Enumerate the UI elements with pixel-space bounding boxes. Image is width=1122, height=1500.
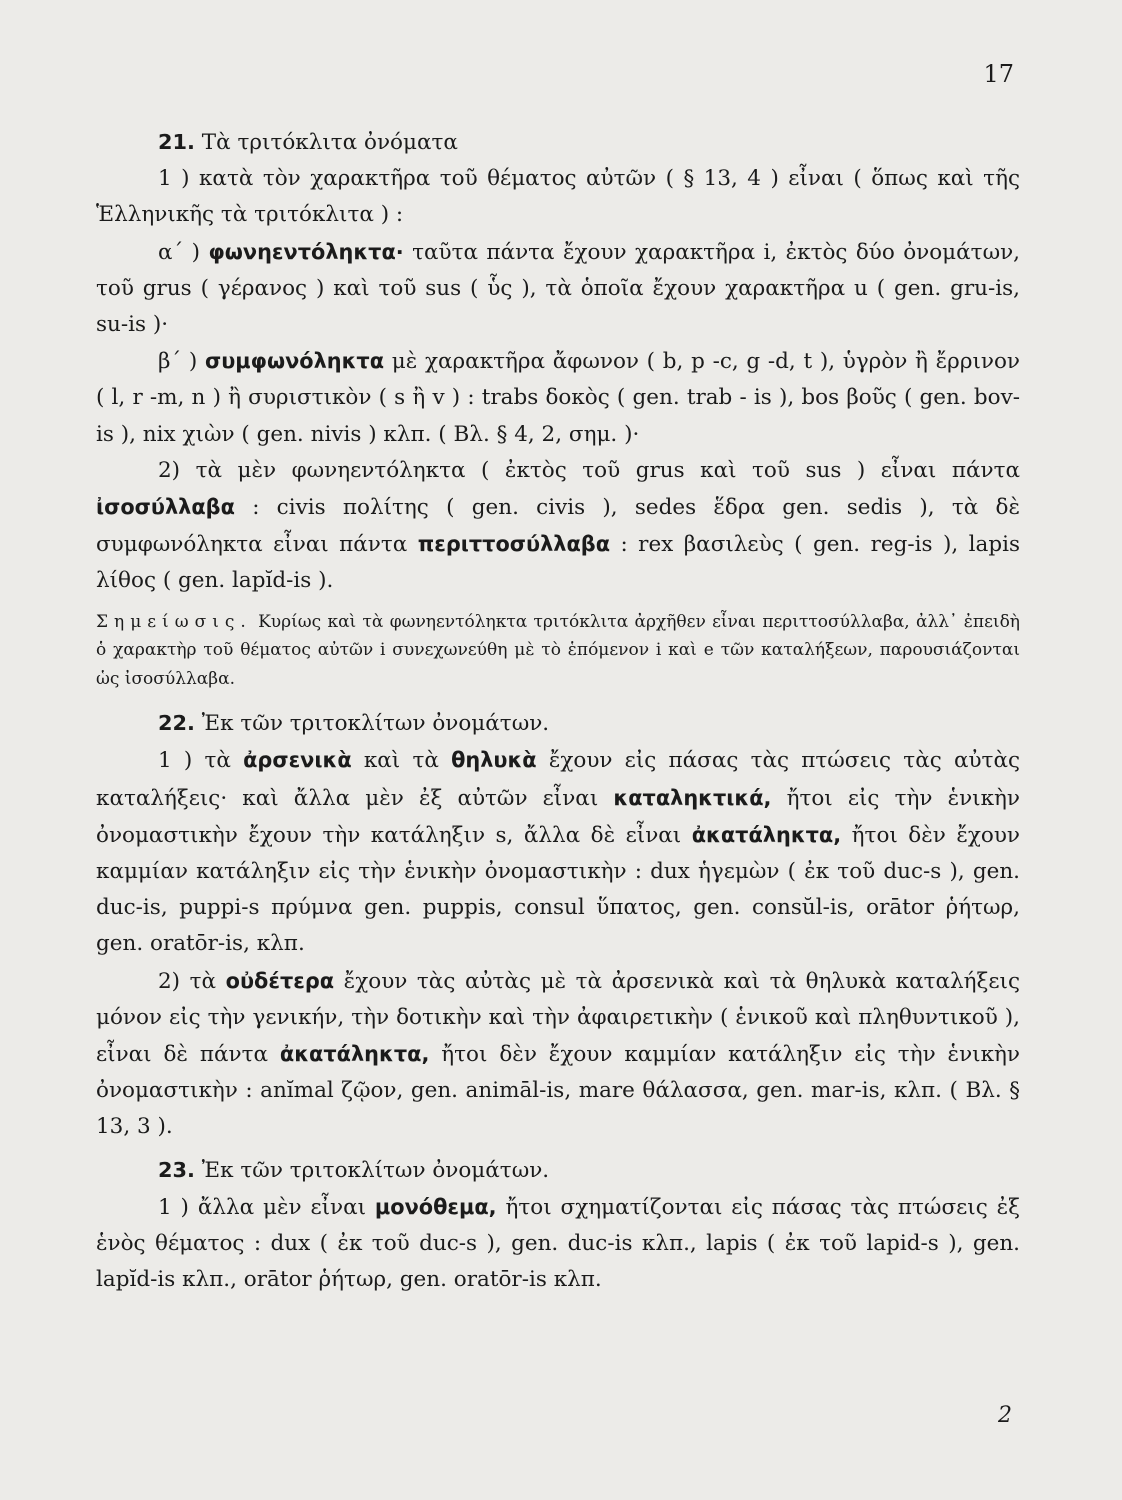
paragraph <box>96 343 1020 453</box>
page-number: 17 <box>983 60 1014 88</box>
section-number: 22. <box>158 711 195 736</box>
paragraph <box>96 1189 1020 1299</box>
text-run: β΄ ) <box>158 349 205 375</box>
paragraph <box>96 742 1020 962</box>
text-run: καὶ τὰ <box>351 748 452 774</box>
text-run: ἤτοι δὲν ἔχουν καμμίαν κατάληξιν εἰς τὴν ἑνικὴν ὀνομαστικὴν : anĭmal ζῷον, gen. animāl-is, mare θάλασσα, gen. mar-is, κλπ. ( Βλ. § 13, 3 ). <box>96 1041 1020 1140</box>
text-run: 2) τὰ <box>158 968 226 994</box>
note-paragraph <box>96 608 1020 694</box>
paragraph: 1 ) κατὰ τὸν χαρακτῆρα τοῦ θέματος αὐτῶν ( § 13, 4 ) εἶναι ( ὅπως καὶ τῆς Ἑλληνικῆς τὰ τριτόκλιτα ) : <box>96 166 1020 228</box>
term-bold: περιττοσύλλαβα <box>417 532 611 557</box>
text-run: 1 ) ἄλλα μὲν εἶναι <box>158 1194 375 1220</box>
term-bold: συμφωνόληκτα <box>205 349 385 374</box>
text-run: μὲ χαρακτῆρα ἄφωνον ( b, p -c, g -d, t ), ὑγρὸν ἢ ἔρρινον ( l, r -m, n ) ἢ συριστικὸν ( s ἢ v ) : trabs δοκὸς ( gen. trab - is ), bos βοῦς ( gen. bov-is ), nix χιὼν ( gen. nivis ) κλπ. ( Βλ. § 4, 2, σημ. )· <box>96 349 1020 447</box>
page-body <box>96 124 1020 1298</box>
term-bold: ἰσοσύλλαβα <box>96 495 235 520</box>
term-bold: ἀρσενικὰ <box>243 748 352 773</box>
text-run: 1 ) τὰ <box>158 748 244 774</box>
heading-text: Τὰ τριτόκλιτα ὀνόματα <box>201 130 458 155</box>
text-run: : civis πολίτης ( gen. civis ), sedes ἕδρα gen. sedis ), τὰ δὲ συμφωνόληκτα εἶναι πάντα <box>96 495 1020 558</box>
paragraph <box>96 453 1020 600</box>
section-21-heading <box>96 124 1020 161</box>
heading-text: Ἐκ τῶν τριτοκλίτων ὀνομάτων. <box>201 1157 550 1183</box>
term-bold: ἀκατάληκτα, <box>279 1041 430 1066</box>
note-text: Κυρίως καὶ τὰ φωνηεντόληκτα τριτόκλιτα ἀρχῆθεν εἶναι περιττοσύλλαβα, ἀλλ᾽ ἐπειδὴ ὁ χαρακτὴρ τοῦ θέματος αὐτῶν i συνεχωνεύθη μὲ τὸ ἑπόμενον i καὶ e τῶν καταλήξεων, παρουσιάζονται ὡς ἰσοσύλλαβα. <box>96 611 1020 689</box>
heading-text: Ἐκ τῶν τριτοκλίτων ὀνομάτων. <box>201 711 550 737</box>
text-run: ταῦτα πάντα ἔχουν χαρακτῆρα i, ἐκτὸς δύο ὀνομάτων, τοῦ grus ( γέρανος ) καὶ τοῦ sus ( ὗς ), τὰ ὁποῖα ἔχουν χαρακτῆρα u ( gen. gru-is, su-is )· <box>96 239 1021 338</box>
term-bold: μονόθεμα, <box>374 1194 497 1219</box>
term-bold: ἀκατάληκτα, <box>691 822 842 847</box>
section-22-heading <box>96 705 1020 742</box>
text-run: 2) τὰ μὲν φωνηεντόληκτα ( ἐκτὸς τοῦ grus καὶ τοῦ sus ) εἶναι πάντα <box>158 457 1020 483</box>
term-bold: καταληκτικά, <box>613 785 772 810</box>
text-run: α΄ ) <box>158 239 209 265</box>
term-bold: θηλυκὰ <box>451 748 537 773</box>
text-run: ἔχουν εἰς πάσας τὰς πτώσεις τὰς αὐτὰς καταλήξεις· καὶ ἄλλα μὲν ἐξ αὐτῶν εἶναι <box>96 748 1021 811</box>
term-bold: οὐδέτερα <box>225 968 335 993</box>
paragraph <box>96 963 1020 1146</box>
section-number: 23. <box>158 1157 195 1182</box>
section-23-heading <box>96 1152 1020 1189</box>
paragraph <box>96 234 1020 344</box>
text-run: ἤτοι εἰς τὴν ἑνικὴν ὀνομαστικὴν ἔχουν τὴν κατάληξιν s, ἄλλα δὲ εἶναι <box>96 785 1021 848</box>
text-run: ἤτοι δὲν ἔχουν καμμίαν κατάληξιν εἰς τὴν ἑνικὴν ὀνομαστικὴν : dux ἡγεμὼν ( ἐκ τοῦ duc-s ), gen. duc-is, puppi-s πρύμνα gen. puppis, consul ὕπατος, gen. consŭl-is, orātor ῥήτωρ, gen. oratōr-is, κλπ. <box>96 822 1020 957</box>
text-run: ἤτοι σχηματίζονται εἰς πάσας τὰς πτώσεις ἐξ ἑνὸς θέματος : dux ( ἐκ τοῦ duc-s ), gen. duc-is κλπ., lapis ( ἐκ τοῦ lapid-s ), gen. lapĭd-is κλπ., orātor ῥήτωρ, gen. oratōr-is κλπ. <box>96 1194 1020 1293</box>
section-number: 21. <box>158 130 195 154</box>
term-bold: φωνηεντόληκτα· <box>208 239 404 264</box>
text-run: ἔχουν τὰς αὐτὰς μὲ τὰ ἀρσενικὰ καὶ τὰ θηλυκὰ καταλήξεις μόνον εἰς τὴν γενικήν, τὴν δοτικὴν καὶ τὴν ἀφαιρετικὴν ( ἑνικοῦ καὶ πληθυντικοῦ ), εἶναι δὲ πάντα <box>96 968 1020 1067</box>
signature-mark: 2 <box>998 1403 1012 1428</box>
text-run: : rex βασιλεὺς ( gen. reg-is ), lapis λίθος ( gen. lapĭd-is ). <box>96 532 1020 594</box>
note-label: Σημείωσις. <box>96 611 252 632</box>
